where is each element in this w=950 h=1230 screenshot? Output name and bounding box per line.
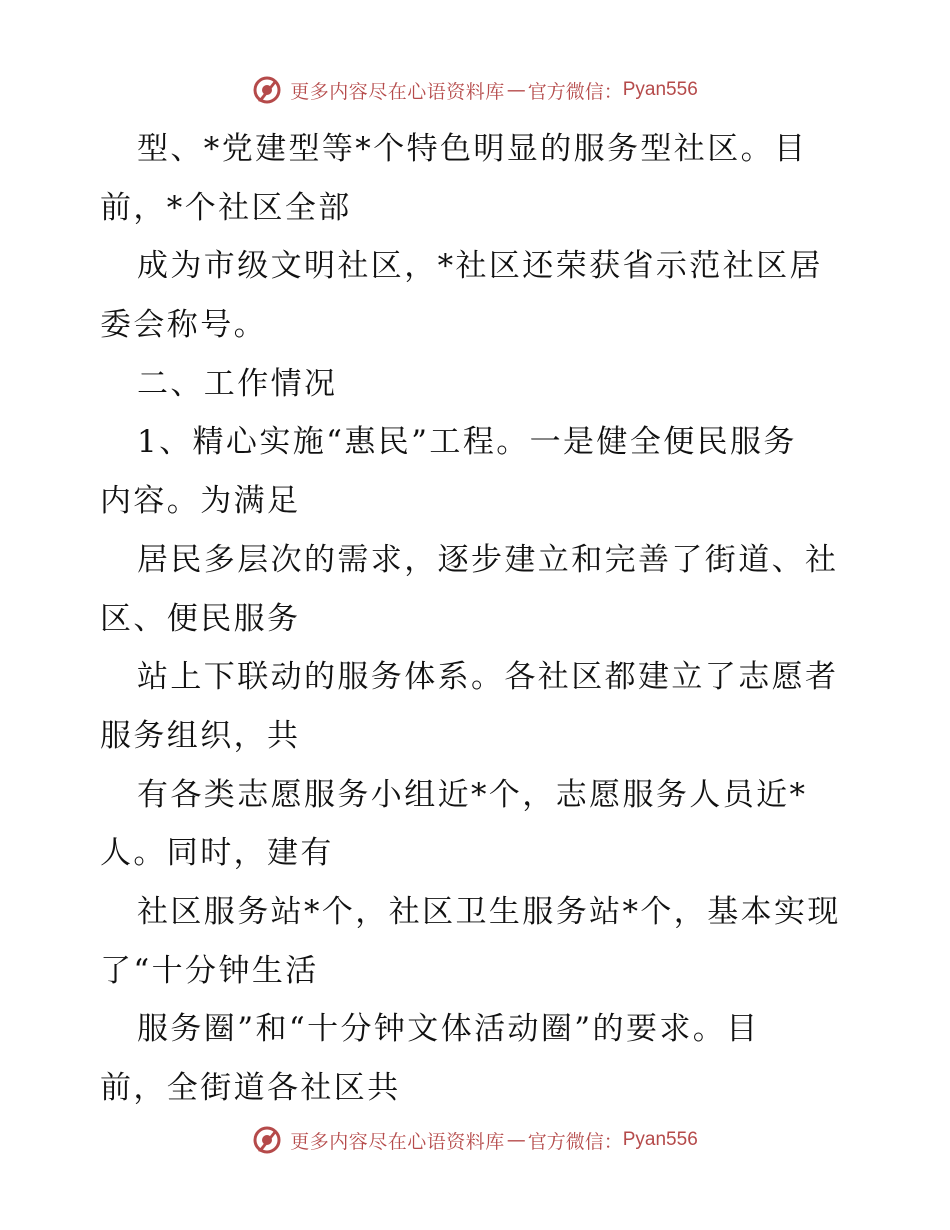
body-line: 成为市级文明社区，*社区还荣获省示范社区居 (137, 248, 823, 285)
watermark-banner-bottom (0, 1120, 950, 1160)
document-body (100, 120, 860, 1118)
body-line: 前，全街道各社区共 (100, 1070, 401, 1106)
watermark-contact-label: 官方微信： (527, 80, 623, 103)
body-line: 站上下联动的服务体系。各社区都建立了志愿者 (137, 659, 839, 696)
body-line: 内容。为满足 (100, 483, 301, 520)
watermark-contact-label: 官方微信： (527, 1130, 623, 1153)
watermark-contact-id: Pyan556 (622, 79, 698, 100)
section-heading: 二、工作情况 (137, 365, 338, 402)
watermark-text: 更多内容尽在心语资料库 (290, 1130, 505, 1153)
body-line: 了“十分钟生活 (100, 952, 319, 989)
body-line: 服务组织，共 (100, 717, 301, 754)
quill-seal-logo-icon (252, 1125, 282, 1155)
body-line: 居民多层次的需求，逐步建立和完善了街道、社 (137, 541, 839, 578)
watermark-text: 更多内容尽在心语资料库 (290, 80, 505, 103)
watermark-dash: — (506, 79, 526, 101)
quill-seal-logo-icon (252, 75, 282, 105)
watermark-dash: — (506, 1129, 526, 1151)
watermark-banner-top (0, 70, 950, 110)
body-line: 型、*党建型等*个特色明显的服务型社区。目 (137, 131, 808, 167)
body-line: 有各类志愿服务小组近*个，志愿服务人员近* (137, 776, 808, 813)
body-line: 区、便民服务 (100, 600, 301, 637)
body-line: 前，*个社区全部 (100, 189, 352, 226)
body-line: 服务圈”和“十分钟文体活动圈”的要求。目 (137, 1011, 760, 1048)
watermark-contact-id: Pyan556 (622, 1129, 698, 1150)
body-line: 人。同时，建有 (100, 835, 334, 872)
body-line: 委会称号。 (100, 307, 267, 344)
body-line: 社区服务站*个，社区卫生服务站*个，基本实现 (137, 893, 841, 930)
body-line: 1、精心实施“惠民”工程。一是健全便民服务 (137, 424, 797, 461)
